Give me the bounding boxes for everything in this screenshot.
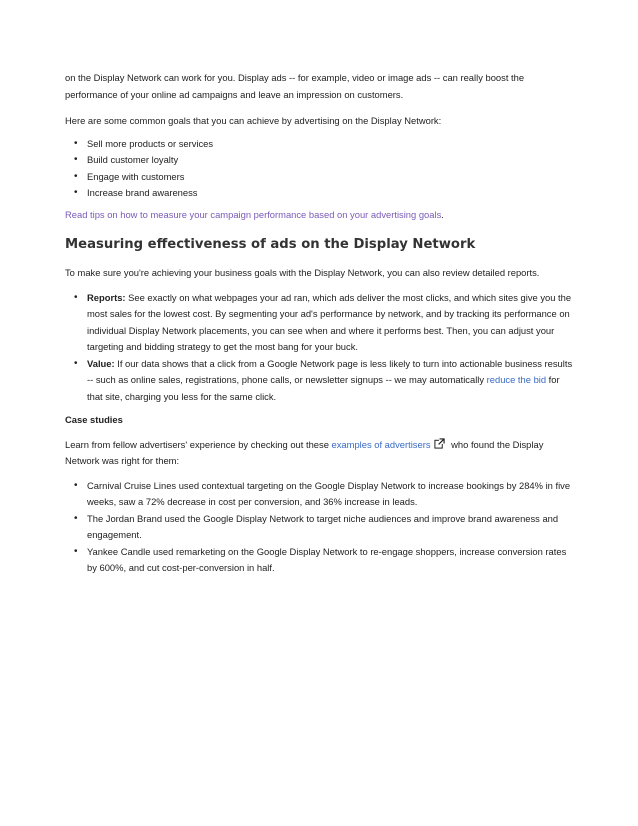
measuring-list xyxy=(65,290,575,406)
examples-of-advertisers-link[interactable]: examples of advertisers xyxy=(331,438,431,450)
goals-intro: Here are some common goals that you can achieve by advertising on the Display Network: xyxy=(65,115,442,126)
measure-tips-link[interactable]: Read tips on how to measure your campaign performance based on your advertising goals xyxy=(65,208,442,220)
intro-paragraph: on the Display Network can work for you. Display ads -- for example, video or image ads -- can really boost the performance of your online ad campaigns and leave an impression on customers. xyxy=(65,72,525,100)
case-studies-intro xyxy=(65,437,575,470)
reduce-bid-link[interactable]: reduce the bid xyxy=(486,374,547,385)
learn-prefix: Learn from fellow advertisers' experience by checking out these xyxy=(65,438,332,450)
tip-paragraph xyxy=(65,207,575,224)
reports-text: See exactly on what webpages your ad ran, which ads deliver the most clicks, and which sites give you the most sales for the lowest cost. By segmenting your ad's performance by network, and by tracking its performance on individual Display Network placements, you can see when and where it performs best. Then, you can adjust your targeting and bidding strategy to get the most bang for your buck. xyxy=(87,291,572,352)
list-item-value xyxy=(87,356,575,406)
list-item-reports xyxy=(87,290,575,356)
goals-list xyxy=(65,136,575,202)
case-studies-heading: Case studies xyxy=(65,414,123,425)
case-studies-list xyxy=(65,478,575,577)
reports-label: Reports: xyxy=(87,291,126,303)
tip-suffix: . xyxy=(441,208,444,220)
case-item: • Yankee Candle used remarketing on the Google Display Network to re-engage shoppers, increase conversion rates by 600%, and cut cost-per-conversion in half. xyxy=(87,544,575,577)
goal-item: • Engage with customers xyxy=(87,169,575,186)
value-label: Value: xyxy=(87,357,115,369)
case-item: • Carnival Cruise Lines used contextual targeting on the Google Display Network to increase bookings by 284% in five weeks, saw a 72% decrease in cost per conversion, and 36% increase in leads. xyxy=(87,478,575,511)
learn-suffix: who found the Display Network was right for them: xyxy=(65,438,544,466)
document-content xyxy=(65,70,575,577)
measuring-intro: To make sure you're achieving your business goals with the Display Network, you can also review detailed reports. xyxy=(65,267,540,278)
goal-item: • Increase brand awareness xyxy=(87,185,575,202)
external-link-icon[interactable] xyxy=(434,438,445,449)
case-item: • The Jordan Brand used the Google Display Network to target niche audiences and improve brand awareness and engagement. xyxy=(87,511,575,544)
section-heading-measuring: Measuring effectiveness of ads on the Display Network xyxy=(65,237,476,252)
goal-item: • Sell more products or services xyxy=(87,136,575,153)
value-text: If our data shows that a click from a Google Network page is less likely to turn into actionable business results -- such as online sales, registrations, phone calls, or newsletter signups -- we may automatically xyxy=(87,357,573,385)
goal-item: • Build customer loyalty xyxy=(87,152,575,169)
value-after-text: for that site, charging you less for the same click. xyxy=(87,374,560,402)
